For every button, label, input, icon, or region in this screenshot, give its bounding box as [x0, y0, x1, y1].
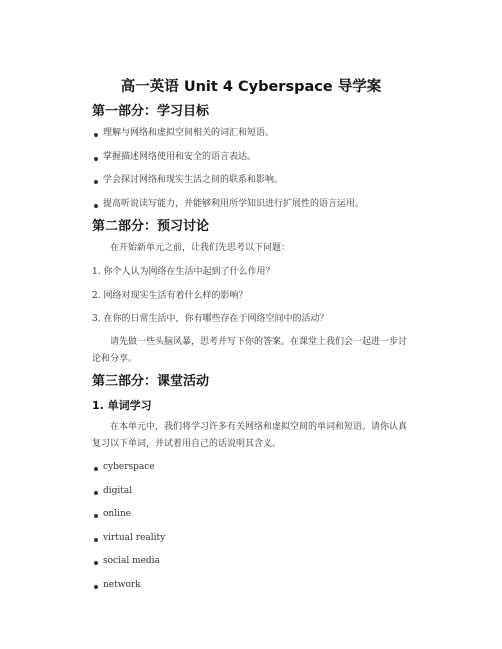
discussion-question-3: 3. 在你的日常生活中，你有哪些存在于网络空间中的活动？: [92, 314, 329, 324]
goal-item-3: 学会探讨网络和现实生活之间的联系和影响。: [103, 175, 284, 185]
vocab-word-5: social media: [103, 556, 160, 566]
goal-item-1: 理解与网络和虚拟空间相关的词汇和短语。: [103, 128, 275, 138]
document-title: 高一英语 Unit 4 Cyberspace 导学案: [120, 79, 382, 95]
bullet-dot: [94, 561, 98, 565]
bullet-dot: [94, 133, 98, 137]
bullet-dot: [94, 157, 98, 161]
bullet-dot: [94, 514, 98, 518]
discussion-outro: 请先做一些头脑风暴，思考并写下你的答案。在课堂上我们会一起进一步讨论和分享。: [92, 337, 408, 364]
vocab-word-2: digital: [103, 486, 133, 496]
vocab-subheading: 1. 单词学习: [92, 399, 152, 412]
goal-item-4: 提高听说读写能力，并能够利用所学知识进行扩展性的语言运用。: [103, 199, 365, 209]
part3-heading: 第三部分：课堂活动: [92, 374, 210, 389]
bullet-dot: [94, 538, 98, 542]
bullet-dot: [94, 204, 98, 208]
discussion-question-2: 2. 网络对现实生活有着什么样的影响？: [92, 291, 248, 301]
bullet-dot: [94, 467, 98, 471]
vocab-intro: 在本单元中，我们将学习许多有关网络和虚拟空间的单词和短语。请你认真复习以下单词，并试着用自己的话说明其含义。: [92, 422, 408, 449]
bullet-dot: [94, 491, 98, 495]
part1-heading: 第一部分：学习目标: [92, 104, 210, 119]
discussion-question-1: 1. 你个人认为网络在生活中起到了什么作用？: [92, 267, 275, 277]
discussion-intro: 在开始新单元之前，让我们先思考以下问题：: [110, 243, 291, 253]
bullet-dot: [94, 180, 98, 184]
vocab-word-1: cyberspace: [103, 462, 155, 472]
vocab-word-4: virtual reality: [103, 533, 166, 543]
goal-item-2: 掌握描述网络使用和安全的语言表达。: [103, 152, 257, 162]
part2-heading: 第二部分：预习讨论: [92, 219, 210, 234]
vocab-word-3: online: [103, 509, 132, 519]
vocab-word-6: network: [103, 580, 141, 590]
bullet-dot: [94, 585, 98, 589]
